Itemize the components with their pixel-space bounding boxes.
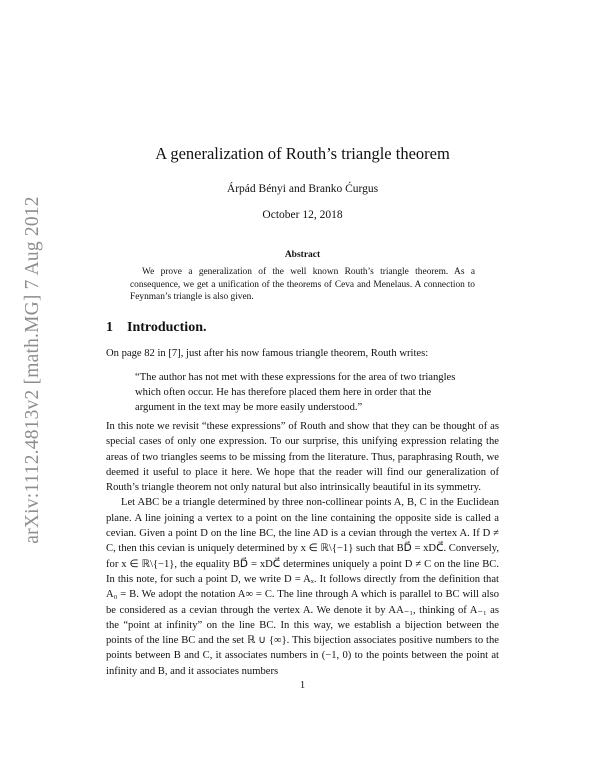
arxiv-sidebar-stamp [18, 160, 48, 580]
section-heading [106, 320, 206, 336]
intro-line: On page 82 in [7], just after his now famous triangle theorem, Routh writes: [106, 348, 429, 359]
routh-quote: “The author has not met with these expressions for the area of two triangles which often occur. He has therefore placed them here in order that the argument in the text may be more easily understood.” [135, 372, 456, 414]
paper-authors: Árpád Bényi and Branko Ćurgus [226, 183, 379, 195]
abstract-heading: Abstract [284, 250, 321, 260]
paper-date: October 12, 2018 [262, 209, 343, 221]
paragraph: Let ABC be a triangle determined by three non-collinear points A, B, C in the Euclidean plane. A line joining a vertex to a point on the line containing the opposite side is called a cevian. Given a point D on the line BC, the line AD is a cevian through the vertex A. If D ≠ C, then this cevian is uniquely determined by x ∈ ℝ\{−1} such that BD⃗ = xDC⃗. Conversely, for x ∈ ℝ\{−1}, the equality BD⃗ = xDC⃗ determines uniquely a point D ≠ C on the line BC. In this note, for such a point D, we write D = Aₓ. It follows directly from the definition that A₀ = B. We adopt the notation A∞ = C. The line through A which is parallel to BC will also be considered as a cevian through the vertex A. We denote it by AA₋₁, thinking of A₋₁ as the “point at infinity” on the line BC. In this way, we establish a bijection between the points of the line BC and the set ℝ ∪ {∞}. This bijection associates positive numbers to the points between B and C, it associates numbers in (−1, 0) to the points between the point at infinity and B, and it associates numbers [106, 497, 499, 677]
section-title: Introduction. [127, 320, 207, 335]
body-text [106, 419, 499, 679]
abstract-text: We prove a generalization of the well known Routh’s triangle theorem. As a consequence, we get a unification of the theorems of Ceva and Menelaus. A connection to Feynman’s triangle is also given. [130, 267, 475, 303]
paper-title: A generalization of Routh’s triangle theorem [155, 144, 450, 163]
paragraph: In this note we revisit “these expressions” of Routh and show that they can be thought of as special cases of only one expression. To our surprise, this unifying expression relating the areas of two triangles seems to be missing from the literature. Thus, paraphrasing Routh, we deemed it useful to place it here. We hope that the reader will find our generalization of Routh’s triangle theorem not only natural but also intrinsically beautiful in its symmetry. [106, 421, 499, 494]
page-number: 1 [299, 680, 306, 691]
arxiv-identifier: arXiv:1112.4813v2 [math.MG] 7 Aug 2012 [22, 196, 43, 544]
section-number: 1 [106, 320, 113, 335]
